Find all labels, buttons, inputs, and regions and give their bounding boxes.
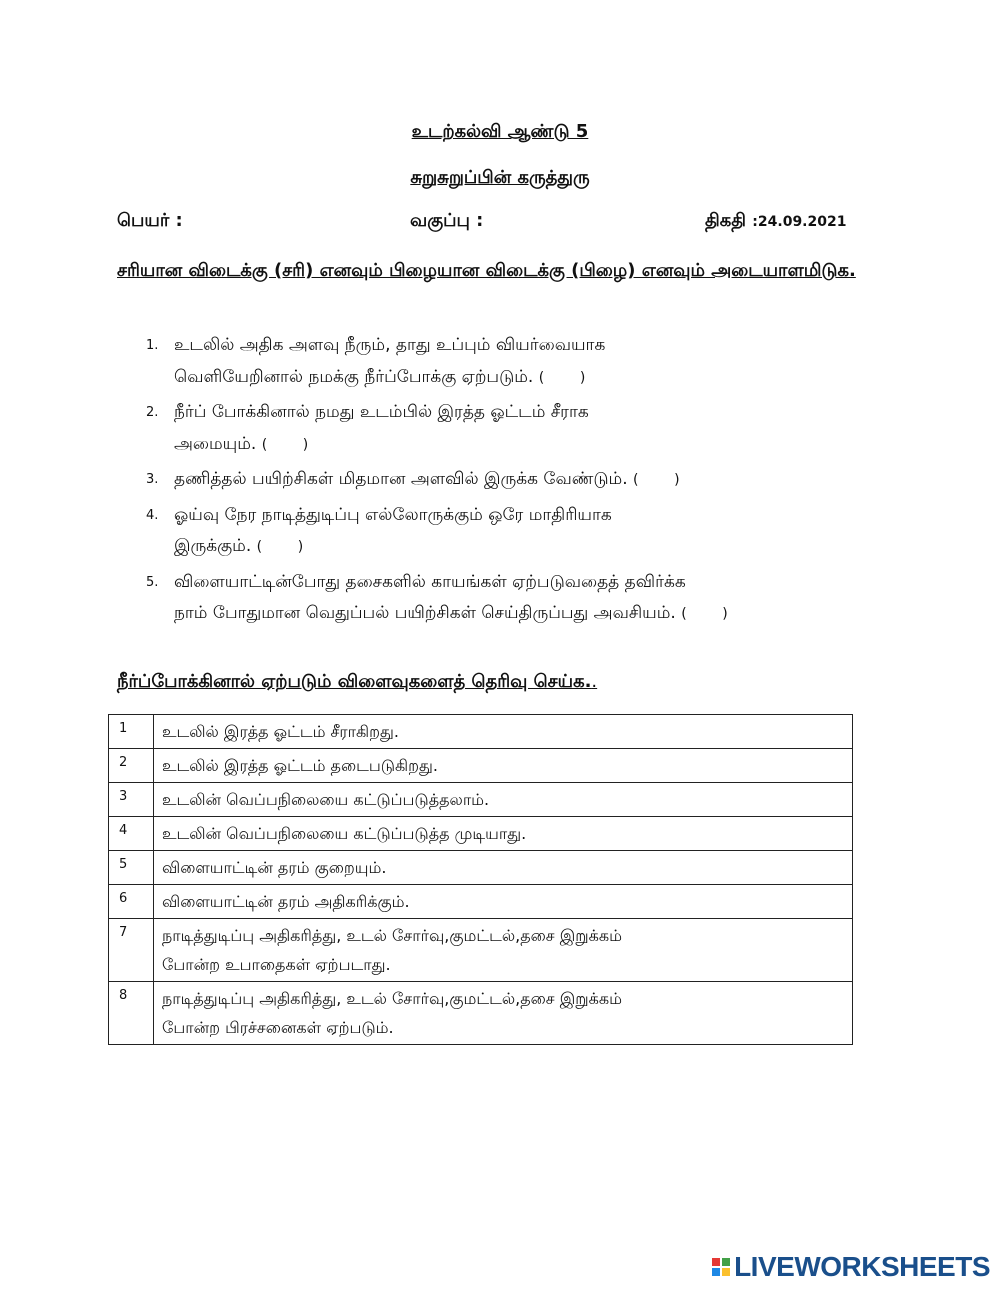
question-line: விளையாட்டின்போது தசைகளில் காயங்கள் ஏற்படுவதைத் தவிர்க்க: [174, 571, 686, 592]
question-line: தணித்தல் பயிற்சிகள் மிதமான அளவில் இருக்க வேண்டும். ( ): [174, 469, 680, 489]
logo-square-yellow: [722, 1268, 730, 1276]
question-item: [140, 500, 900, 564]
option-text: விளையாட்டின் தரம் குறையும்.: [154, 851, 853, 885]
logo-icon: [712, 1258, 730, 1276]
option-row[interactable]: [109, 715, 853, 749]
option-text: உடலில் இரத்த ஓட்டம் சீராகிறது.: [154, 715, 853, 749]
option-row[interactable]: [109, 817, 853, 851]
question-item: [140, 330, 900, 394]
question-number: 1.: [146, 338, 159, 353]
answer-blank[interactable]: ( ): [256, 539, 304, 555]
option-row[interactable]: [109, 919, 853, 982]
option-text: உடலின் வெப்பநிலையை கட்டுப்படுத்தலாம்.: [154, 783, 853, 817]
question-item: [140, 397, 900, 461]
option-number: 2: [109, 749, 154, 783]
question-number: 5.: [146, 574, 159, 590]
option-row[interactable]: [109, 749, 853, 783]
question-line: ஓய்வு நேர நாடித்துடிப்பு எல்லோருக்கும் ஒரே மாதிரியாக: [174, 504, 612, 525]
option-text: நாடித்துடிப்பு அதிகரித்து, உடல் சோர்வு,குமட்டல்,தசை இறுக்கம் போன்ற உபாதைகள் ஏற்படாது.: [154, 919, 853, 982]
date-label: திகதி: [705, 210, 747, 231]
question-number: 2.: [146, 405, 159, 420]
option-number: 7: [109, 919, 154, 982]
question-item: [140, 567, 900, 631]
options-table: [108, 714, 853, 1045]
answer-blank[interactable]: ( ): [681, 606, 728, 622]
question-item: [140, 464, 900, 497]
option-text: நாடித்துடிப்பு அதிகரித்து, உடல் சோர்வு,குமட்டல்,தசை இறுக்கம் போன்ற பிரச்சனைகள் ஏற்படும்.: [154, 982, 853, 1045]
section2-title: நீர்ப்போக்கினால் ஏற்படும் விளைவுகளைத் தெரிவு செய்க..: [117, 671, 598, 692]
logo-square-green: [722, 1258, 730, 1266]
answer-blank[interactable]: ( ): [261, 436, 309, 453]
question-number: 3.: [146, 472, 159, 487]
option-row[interactable]: [109, 783, 853, 817]
date-value: :24.09.2021: [752, 214, 847, 230]
class-label: வகுப்பு :: [410, 210, 484, 231]
option-text: உடலின் வெப்பநிலையை கட்டுப்படுத்த முடியாது.: [154, 817, 853, 851]
option-text: உடலில் இரத்த ஓட்டம் தடைபடுகிறது.: [154, 749, 853, 783]
date-field: [705, 210, 846, 233]
option-number: 6: [109, 885, 154, 919]
option-number: 5: [109, 851, 154, 885]
worksheet-title: உடற்கல்வி ஆண்டு 5: [411, 121, 589, 142]
logo-square-blue: [712, 1268, 720, 1276]
option-text: விளையாட்டின் தரம் அதிகரிக்கும்.: [154, 885, 853, 919]
question-number: 4.: [146, 507, 159, 523]
name-label: பெயர் :: [117, 210, 183, 231]
brand-text: LIVEWORKSHEETS: [734, 1251, 990, 1282]
option-number: 4: [109, 817, 154, 851]
answer-blank[interactable]: ( ): [538, 369, 586, 386]
option-number: 8: [109, 982, 154, 1045]
option-number: 1: [109, 715, 154, 749]
option-row[interactable]: [109, 885, 853, 919]
worksheet-subtitle: சுறுசுறுப்பின் கருத்துரு: [410, 167, 590, 188]
question-line-2: வெளியேறினால் நமக்கு நீர்ப்போக்கு ஏற்படும். ( ): [174, 366, 586, 387]
question-line-2: இருக்கும். ( ): [174, 536, 304, 556]
question-line-2: அமையும். ( ): [174, 433, 309, 454]
option-row[interactable]: [109, 851, 853, 885]
answer-blank[interactable]: ( ): [633, 472, 680, 488]
option-row[interactable]: [109, 982, 853, 1045]
liveworksheets-logo: [712, 1251, 990, 1283]
question-line: உடலில் அதிக அளவு நீரும், தாது உப்பும் வியர்வையாக: [174, 335, 606, 355]
question-line: நீர்ப் போக்கினால் நமது உடம்பில் இரத்த ஓட்டம் சீராக: [174, 402, 589, 422]
option-number: 3: [109, 783, 154, 817]
logo-square-red: [712, 1258, 720, 1266]
instruction-text: சரியான விடைக்கு (சரி) எனவும் பிழையான விடைக்கு (பிழை) எனவும் அடையாளமிடுக.: [117, 260, 856, 281]
question-line-2: நாம் போதுமான வெதுப்பல் பயிற்சிகள் செய்திருப்பது அவசியம். ( ): [174, 603, 728, 623]
question-list: [140, 330, 900, 634]
